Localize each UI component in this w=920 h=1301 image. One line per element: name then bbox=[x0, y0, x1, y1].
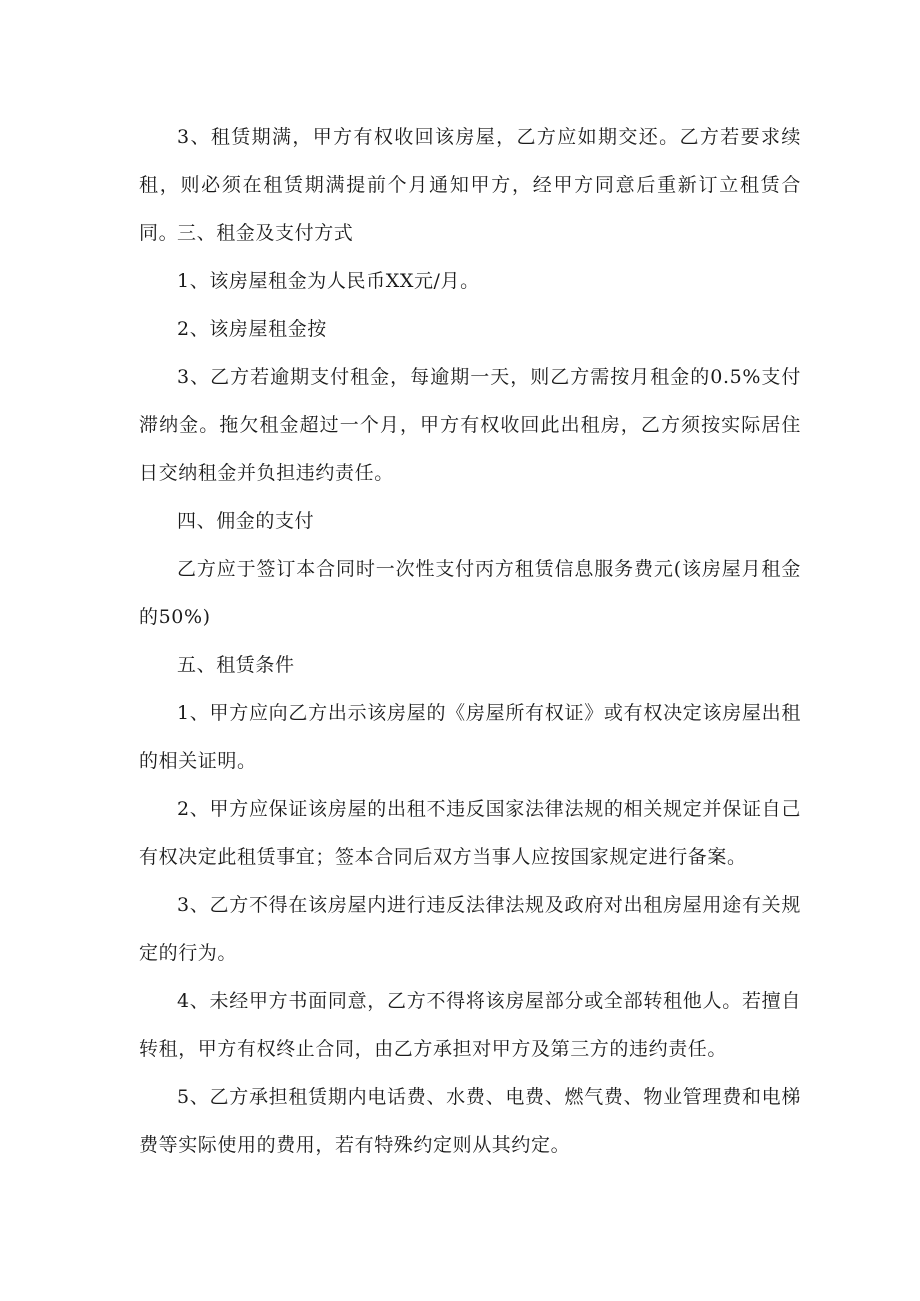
paragraph-late-payment: 3、乙方若逾期支付租金，每逾期一天，则乙方需按月租金的0.5%支付滞纳金。拖欠租金超过一个月，甲方有权收回此出租房，乙方须按实际居住日交纳租金并负担违约责任。 bbox=[139, 366, 801, 484]
section-heading-rent-payment: 三、租金及支付方式 bbox=[177, 222, 354, 244]
paragraph-usage-restriction: 3、乙方不得在该房屋内进行违反法律法规及政府对出租房屋用途有关规定的行为。 bbox=[139, 894, 801, 964]
paragraph-ownership-certificate: 1、甲方应向乙方出示该房屋的《房屋所有权证》或有权决定该房屋出租的相关证明。 bbox=[139, 702, 801, 772]
section-heading-lease-conditions: 五、租赁条件 bbox=[177, 654, 295, 676]
paragraph-legal-compliance: 2、甲方应保证该房屋的出租不违反国家法律法规的相关规定并保证自己有权决定此租赁事宜；签本合同后双方当事人应按国家规定进行备案。 bbox=[139, 798, 801, 868]
section-heading-commission: 四、佣金的支付 bbox=[177, 510, 315, 532]
paragraph-utility-costs: 5、乙方承担租赁期内电话费、水费、电费、燃气费、物业管理费和电梯费等实际使用的费用，若有特殊约定则从其约定。 bbox=[139, 1086, 801, 1156]
paragraph-rent-schedule: 2、该房屋租金按 bbox=[177, 318, 327, 340]
paragraph-renewal: 3、租赁期满，甲方有权收回该房屋，乙方应如期交还。乙方若要求续租，则必须在租赁期满提前个月通知甲方，经甲方同意后重新订立租赁合同。 bbox=[139, 126, 801, 244]
paragraph-rent-amount: 1、该房屋租金为人民币XX元/月。 bbox=[177, 270, 480, 292]
paragraph-commission-fee: 乙方应于签订本合同时一次性支付丙方租赁信息服务费元(该房屋月租金的50%) bbox=[139, 558, 801, 628]
paragraph-subletting: 4、未经甲方书面同意，乙方不得将该房屋部分或全部转租他人。若擅自转租，甲方有权终止合同，由乙方承担对甲方及第三方的违约责任。 bbox=[139, 990, 801, 1060]
